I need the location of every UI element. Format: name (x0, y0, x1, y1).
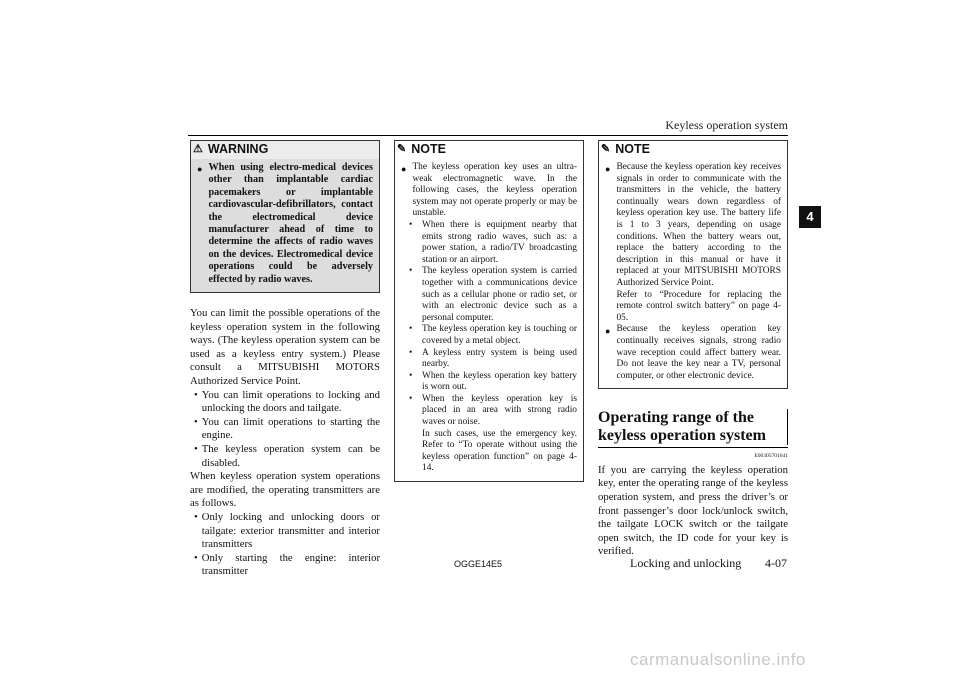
note-subitem: • When the keyless operation key is placed in an area with strong radio waves or noise. (409, 393, 577, 428)
limit-item: • The keyless operation system can be disabled. (194, 443, 380, 469)
column-2 (394, 140, 584, 482)
running-header: Keyless operation system (665, 118, 788, 132)
note-item (605, 324, 781, 382)
warning-header (191, 141, 379, 159)
note-subitem: • The keyless operation system is carried together with a communications device such as a cellular phone or radio set, or with an electronic device such as a personal computer. (409, 266, 577, 323)
section-body: If you are carrying the keyless operation key, enter the operating range of the keyless operation system, and press the driver’s or front passenger’s door lock/unlock switch, the tailgate LOCK switch or the tailgate open switch, the ID code for your key is verified. (598, 463, 788, 558)
note-subitem: • When there is equipment nearby that emits strong radio waves, such as: a power station, a radio/TV broadcasting station or an airport. (409, 219, 577, 265)
modified-paragraph: When keyless operation system operations are modified, the operating transmitters are as follows. (190, 470, 380, 510)
note-subitem: • The keyless operation key is touching or covered by a metal object. (409, 324, 577, 346)
page-number: 4-07 (765, 556, 787, 570)
note-item (605, 162, 781, 324)
note-item (401, 162, 577, 220)
bullet-icon: ● (605, 164, 611, 174)
transmitter-item: • Only starting the engine: interior transmitter (194, 551, 380, 578)
section-title: Operating range of the keyless operation system (598, 409, 788, 445)
note-subitem: • When the keyless operation key battery is worn out. (409, 370, 577, 393)
limit-item: • You can limit operations to starting the engine. (194, 415, 380, 442)
warning-item (197, 162, 373, 286)
section-code: E00305701641 (754, 453, 788, 460)
note-text: The keyless operation key uses an ultra-weak electromagnetic wave. In the following cases, the keyless operation system may not operate properly or may be unstable. (412, 162, 577, 219)
note-header (395, 141, 583, 159)
note-text: Because the keyless operation key continually receives signals, strong radio wave reception could affect battery wear. Do not leave the key near a TV, personal computer, or other electronic device. (616, 324, 781, 381)
note-label: NOTE (615, 142, 650, 157)
footer-code: OGGE14E5 (454, 559, 503, 569)
bullet-icon: ● (197, 164, 203, 174)
footer-section: Locking and unlocking (630, 556, 742, 570)
watermark: carmanualsonline.info (630, 650, 806, 669)
column-3 (598, 140, 788, 559)
bullet-icon: ● (401, 164, 407, 174)
note-icon: ✎ (601, 143, 611, 156)
warning-box (190, 140, 380, 293)
warning-text: When using electro-medical devices other than implantable cardiac pacemakers or implantable cardiovascular-defibrillators, contact the electromedical device manufacturer ahead of time to determine the affects of radio waves on the devices. Electromedical device operations could be adversely effected by radio waves. (208, 162, 373, 285)
intro-paragraph: You can limit the possible operations of the keyless operation system in the following ways. (The keyless operation system can be used as a keyless entry system.) Please consult a MITSUBISHI MOTORS Authorized Service Point. (190, 307, 380, 388)
note-subitem: • A keyless entry system is being used nearby. (409, 347, 577, 370)
bullet-icon: ● (605, 326, 611, 337)
transmitter-item: • Only locking and unlocking doors or tailgate: exterior transmitter and interior transmitters (194, 510, 380, 551)
header-rule (188, 135, 788, 136)
note-header (599, 141, 787, 159)
note-text: Because the keyless operation key receives signals in order to communicate with the transmitters in the vehicle, the battery continually wears down regardless of keyless operation key use. The battery life is 1 to 3 years, depending on usage conditions. When the battery wears out, replace the battery according to the description in this manual or have it replaced at your MITSUBISHI MOTORS Authorized Service Point. (616, 162, 781, 288)
column-1 (190, 140, 380, 579)
note-box (598, 140, 788, 389)
chapter-tab: 4 (799, 206, 821, 228)
warning-label: WARNING (207, 142, 269, 157)
section-rule (598, 447, 788, 448)
note-icon: ✎ (397, 143, 407, 156)
note-label: NOTE (411, 142, 446, 157)
note-box (394, 140, 584, 482)
note-reference: Refer to “Procedure for replacing the remote control switch battery” on page 4-05. (616, 289, 781, 323)
note-closing: In such cases, use the emergency key. Refer to “To operate without using the keyless operation function” on page 4-14. (422, 428, 577, 474)
warning-triangle-icon: ⚠ (193, 143, 203, 156)
limit-item: • You can limit operations to locking and unlocking the doors and tailgate. (194, 388, 380, 415)
